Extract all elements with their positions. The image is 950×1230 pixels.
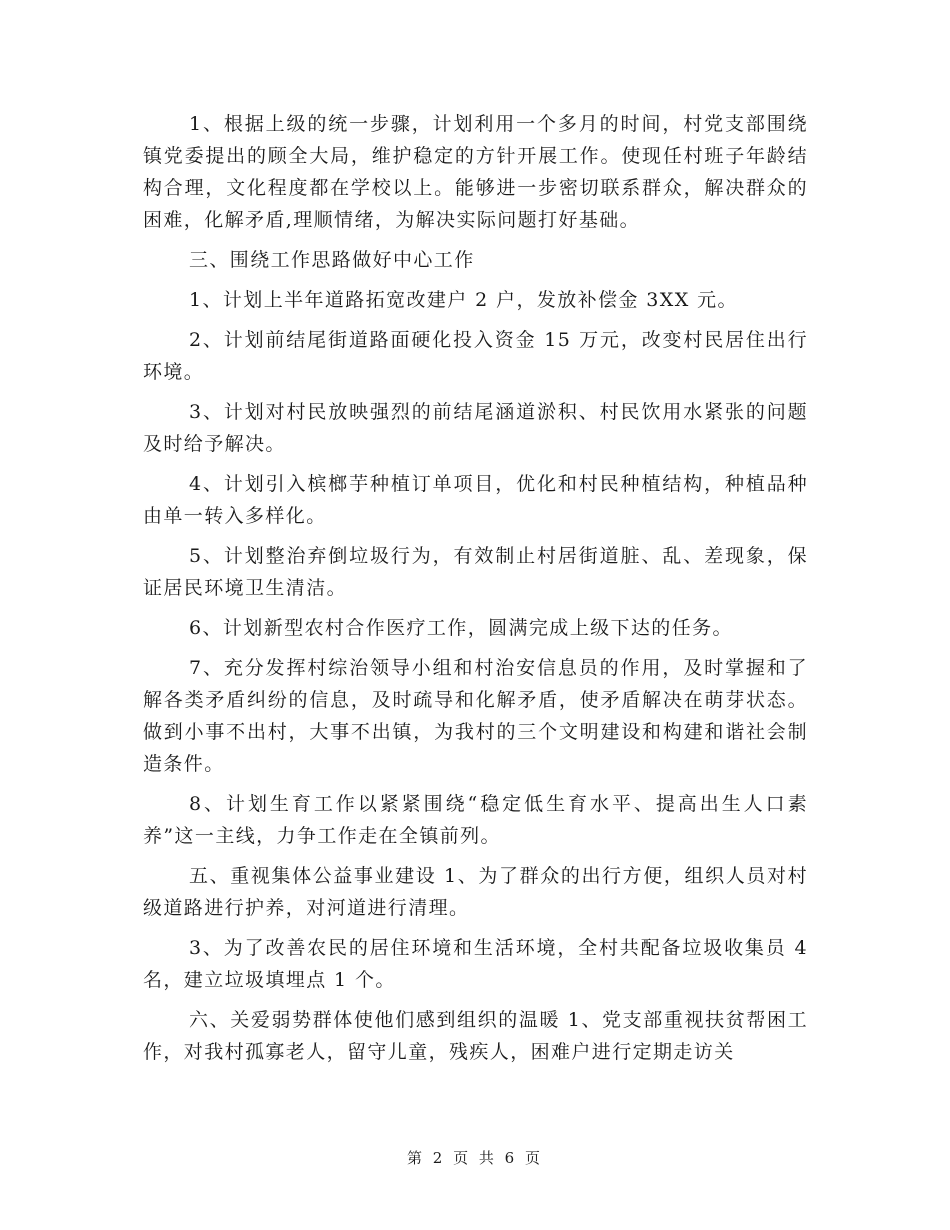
plan-item-5: 5、计划整治弃倒垃圾行为，有效制止村居街道脏、乱、差现象，保证居民环境卫生清洁。 xyxy=(143,545,808,599)
document-body xyxy=(143,108,816,1068)
section-heading-3: 三、围绕工作思路做好中心工作 xyxy=(189,249,475,271)
plan-item-8: 8、计划生育工作以紧紧围绕“稳定低生育水平、提高出生人口素养”这一主线，力争工作走在全镇前列。 xyxy=(143,793,808,847)
plan-item-4: 4、计划引入槟榔芋种植订单项目，优化和村民种植结构，种植品种由单一转入多样化。 xyxy=(143,473,808,527)
page-number-footer: 第 2 页 共 6 页 xyxy=(407,1149,543,1167)
plan-item-3: 3、计划对村民放映强烈的前结尾涵道淤积、村民饮用水紧张的问题及时给予解决。 xyxy=(143,401,808,455)
plan-item-6: 6、计划新型农村合作医疗工作，圆满完成上级下达的任务。 xyxy=(189,617,733,639)
plan-item-2: 2、计划前结尾街道路面硬化投入资金 15 万元，改变村民居住出行环境。 xyxy=(143,329,808,383)
section-5-paragraph: 五、重视集体公益事业建设 1、为了群众的出行方便，组织人员对村级道路进行护养，对河道进行清理。 xyxy=(143,865,808,919)
plan-item-7: 7、充分发挥村综治领导小组和村治安信息员的作用，及时掌握和了解各类矛盾纠纷的信息，及时疏导和化解矛盾，使矛盾解决在萌芽状态。做到小事不出村，大事不出镇，为我村的三个文明建设和构建和谐社会制造条件。 xyxy=(143,657,808,775)
section-6-paragraph: 六、关爱弱势群体使他们感到组织的温暖 1、党支部重视扶贫帮困工作，对我村孤寡老人，留守儿童，残疾人，困难户进行定期走访关 xyxy=(143,1009,808,1063)
plan-item-1: 1、计划上半年道路拓宽改建户 2 户，发放补偿金 3XX 元。 xyxy=(189,289,738,311)
section-5-item-3: 3、为了改善农民的居住环境和生活环境，全村共配备垃圾收集员 4 名，建立垃圾填埋点 1 个。 xyxy=(143,937,816,991)
paragraph-1: 1、根据上级的统一步骤，计划利用一个多月的时间，村党支部围绕镇党委提出的顾全大局，维护稳定的方针开展工作。使现任村班子年龄结构合理，文化程度都在学校以上。能够进一步密切联系群众，解决群众的困难，化解矛盾,理顺情绪，为解决实际问题打好基础。 xyxy=(143,113,808,231)
